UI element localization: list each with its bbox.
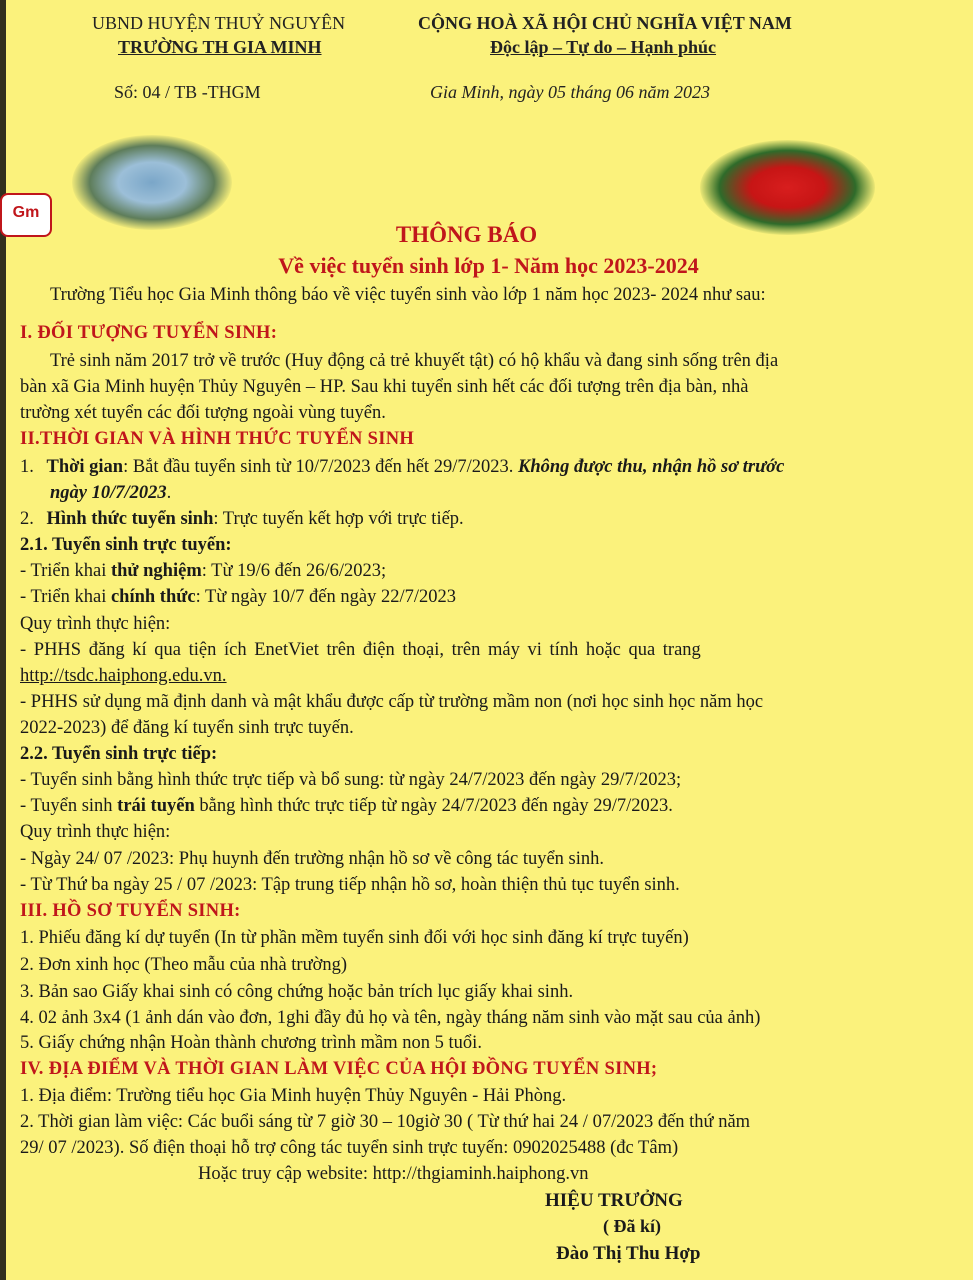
time-emphasis: Không được thu, nhận hồ sơ trước bbox=[517, 457, 785, 477]
school-logo: Gm bbox=[0, 193, 52, 237]
working-time-line-2: 29/ 07 /2023). Số điện thoại hỗ trợ công tác tuyển sinh trực tuyến: 0902025488 (đc Tâm) bbox=[20, 1138, 679, 1158]
time-label: Thời gian bbox=[46, 457, 124, 477]
screen-edge bbox=[0, 0, 6, 1280]
location-line: 1. Địa điểm: Trường tiểu học Gia Minh huyện Thủy Nguyên - Hải Phòng. bbox=[20, 1086, 567, 1106]
online-trial-bold: thử nghiệm bbox=[110, 561, 202, 581]
header-nation: CỘNG HOÀ XÃ HỘI CHỦ NGHĨA VIỆT NAM bbox=[418, 13, 792, 33]
direct-line-2-pre: - Tuyển sinh bbox=[20, 796, 118, 816]
online-heading: 2.1. Tuyển sinh trực tuyến: bbox=[20, 535, 232, 555]
working-time-line-1: 2. Thời gian làm việc: Các buổi sáng từ 7 giờ 30 – 10giờ 30 ( Từ thứ hai 24 / 07/2023 đến thứ năm bbox=[20, 1112, 751, 1132]
notice-title: THÔNG BÁO bbox=[395, 222, 538, 247]
signature-role: HIỆU TRƯỞNG bbox=[545, 1190, 683, 1211]
doc-item-4: 4. 02 ảnh 3x4 (1 ảnh dán vào đơn, 1ghi đầy đủ họ và tên, ngày tháng năm sinh vào mặt sau của ảnh) bbox=[20, 1008, 761, 1028]
process2-step-1: - Ngày 24/ 07 /2023: Phụ huynh đến trường nhận hồ sơ về công tác tuyển sinh. bbox=[20, 849, 605, 869]
section-1-line-2: bàn xã Gia Minh huyện Thủy Nguyên – HP. Sau khi tuyển sinh hết các đối tượng trên địa bàn, nhà bbox=[20, 377, 749, 397]
doc-item-5: 5. Giấy chứng nhận Hoàn thành chương trình mầm non 5 tuổi. bbox=[20, 1033, 482, 1053]
signature-signed: ( Đã kí) bbox=[603, 1216, 661, 1236]
doc-item-2: 2. Đơn xinh học (Theo mẫu của nhà trường) bbox=[20, 955, 348, 975]
time-item-cont: ngày 10/7/2023. bbox=[50, 483, 172, 503]
online-official-post: : Từ ngày 10/7 đến ngày 22/7/2023 bbox=[195, 587, 457, 607]
process-step-2a: - PHHS sử dụng mã định danh và mật khẩu được cấp từ trường mầm non (nơi học sinh học năm học bbox=[20, 692, 764, 712]
section-3-heading: III. HỒ SƠ TUYỂN SINH: bbox=[20, 901, 241, 921]
section-1-heading: I. ĐỐI TƯỢNG TUYỂN SINH: bbox=[20, 323, 278, 343]
registration-link[interactable]: http://tsdc.haiphong.edu.vn. bbox=[20, 666, 227, 686]
school-photo bbox=[72, 135, 232, 230]
section-1-line-3: trường xét tuyển các đối tượng ngoài vùng tuyển. bbox=[20, 403, 386, 423]
document-number: Số: 04 / TB -THGM bbox=[114, 82, 261, 102]
online-official bbox=[20, 587, 456, 608]
online-official-bold: chính thức bbox=[110, 587, 196, 607]
website-line: Hoặc truy cập website: http://thgiaminh.haiphong.vn bbox=[198, 1164, 589, 1184]
doc-item-3: 3. Bản sao Giấy khai sinh có công chứng hoặc bản trích lục giấy khai sinh. bbox=[20, 982, 574, 1002]
time-num: 1. bbox=[20, 457, 34, 477]
document-date: Gia Minh, ngày 05 tháng 06 năm 2023 bbox=[430, 82, 710, 102]
direct-line-1: - Tuyển sinh bằng hình thức trực tiếp và bổ sung: từ ngày 24/7/2023 đến ngày 29/7/2023; bbox=[20, 770, 682, 790]
section-1-line-1: Trẻ sinh năm 2017 trở về trước (Huy động cả trẻ khuyết tật) có hộ khẩu và đang sinh sống trên địa bbox=[50, 351, 779, 371]
direct-line-2 bbox=[20, 796, 673, 817]
direct-line-2-post: bằng hình thức trực tiếp từ ngày 24/7/2023 đến ngày 29/7/2023. bbox=[194, 796, 673, 816]
process-label-2: Quy trình thực hiện: bbox=[20, 822, 171, 842]
process-label: Quy trình thực hiện: bbox=[20, 614, 171, 634]
intro-text: Trường Tiểu học Gia Minh thông báo về việc tuyển sinh vào lớp 1 năm học 2023- 2024 như sau: bbox=[50, 285, 766, 305]
form-label: Hình thức tuyển sinh bbox=[46, 509, 214, 529]
process-step-1: - PHHS đăng kí qua tiện ích EnetViet trên điện thoại, trên máy vi tính hoặc qua trang bbox=[20, 640, 701, 660]
form-text: : Trực tuyến kết hợp với trực tiếp. bbox=[213, 509, 464, 529]
header-motto: Độc lập – Tự do – Hạnh phúc bbox=[490, 37, 717, 57]
notice-subtitle: Về việc tuyển sinh lớp 1- Năm học 2023-2024 bbox=[278, 253, 699, 278]
header-school: TRƯỜNG TH GIA MINH bbox=[118, 37, 322, 57]
time-item bbox=[20, 457, 784, 478]
form-item bbox=[20, 509, 464, 530]
header-agency: UBND HUYỆN THUỶ NGUYÊN bbox=[92, 13, 346, 33]
doc-item-1: 1. Phiếu đăng kí dự tuyển (In từ phần mềm tuyển sinh đối với học sinh đăng kí trực tuyến) bbox=[20, 928, 689, 948]
direct-line-2-bold: trái tuyến bbox=[117, 796, 195, 816]
online-trial bbox=[20, 561, 386, 582]
process2-step-2: - Từ Thứ ba ngày 25 / 07 /2023: Tập trung tiếp nhận hồ sơ, hoàn thiện thủ tục tuyển sinh. bbox=[20, 875, 680, 895]
online-trial-pre: - Triển khai bbox=[20, 561, 111, 581]
flower-photo bbox=[700, 140, 875, 235]
form-num: 2. bbox=[20, 509, 34, 529]
process-step-2b: 2022-2023) để đăng kí tuyển sinh trực tuyến. bbox=[20, 718, 354, 738]
online-official-pre: - Triển khai bbox=[20, 587, 111, 607]
online-trial-post: : Từ 19/6 đến 26/6/2023; bbox=[201, 561, 387, 581]
time-text: : Bắt đầu tuyển sinh từ 10/7/2023 đến hết 29/7/2023. bbox=[123, 457, 518, 477]
direct-heading: 2.2. Tuyển sinh trực tiếp: bbox=[20, 744, 218, 764]
signature-name: Đào Thị Thu Hợp bbox=[556, 1243, 701, 1264]
section-4-heading: IV. ĐỊA ĐIỂM VÀ THỜI GIAN LÀM VIỆC CỦA HỘI ĐỒNG TUYỂN SINH; bbox=[20, 1059, 658, 1079]
section-2-heading: II.THỜI GIAN VÀ HÌNH THỨC TUYỂN SINH bbox=[20, 429, 415, 449]
time-emphasis-2: ngày 10/7/2023 bbox=[50, 483, 167, 503]
